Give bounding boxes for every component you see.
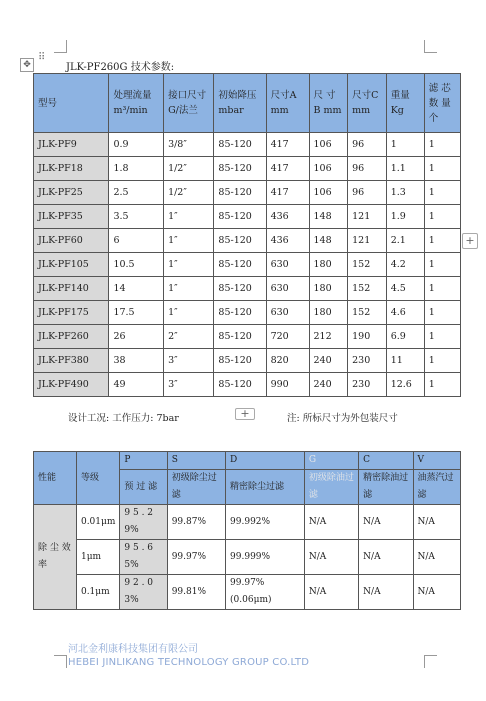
spec-cell: 4.6 — [386, 301, 424, 325]
grade-name-cell: 精密除油过滤 — [359, 470, 413, 505]
spec-cell: 3/8″ — [164, 133, 214, 157]
spec-cell: 1 — [424, 277, 460, 301]
spec-cell: 4.2 — [386, 253, 424, 277]
spec-cell: 38 — [109, 349, 164, 373]
spec-cell: 436 — [266, 229, 309, 253]
spec-table-row — [34, 205, 461, 229]
spec-cell: JLK-PF60 — [34, 229, 109, 253]
grade-code-cell: D — [226, 452, 305, 470]
drag-dots-icon[interactable]: ⠿ — [38, 52, 47, 63]
spec-cell: 96 — [348, 181, 387, 205]
efficiency-row — [34, 540, 461, 575]
spec-cell: 417 — [266, 157, 309, 181]
spec-cell: 630 — [266, 277, 309, 301]
spec-cell: 3.5 — [109, 205, 164, 229]
spec-cell: 11 — [386, 349, 424, 373]
spec-cell: 85-120 — [214, 301, 266, 325]
spec-cell: 1.8 — [109, 157, 164, 181]
spec-header-cell: 初始降压 mbar — [214, 74, 266, 133]
add-column-icon[interactable]: + — [462, 233, 478, 249]
efficiency-cell: N/A — [304, 505, 358, 540]
spec-cell: 1 — [424, 205, 460, 229]
spec-cell: 240 — [309, 373, 348, 397]
spec-cell: 1 — [424, 373, 460, 397]
particle-size-cell: 0.01μm — [76, 505, 119, 540]
footer-company-en: HEBEI JINLIKANG TECHNOLOGY GROUP CO.LTD — [68, 657, 310, 668]
footer-company-cn: 河北金利康科技集团有限公司 — [68, 644, 198, 655]
spec-cell: 1.1 — [386, 157, 424, 181]
efficiency-cell: 99.97% (0.06μm) — [226, 575, 305, 610]
efficiency-cell: N/A — [413, 575, 461, 610]
spec-table-row — [34, 253, 461, 277]
crop-mark-bottom-right — [424, 655, 437, 668]
efficiency-cell: 99.87% — [167, 505, 225, 540]
spec-table-row — [34, 181, 461, 205]
spec-cell: 1/2″ — [164, 181, 214, 205]
spec-cell: 417 — [266, 181, 309, 205]
efficiency-cell: N/A — [304, 540, 358, 575]
spec-cell: 230 — [348, 349, 387, 373]
spec-cell: 3″ — [164, 373, 214, 397]
spec-cell: 1 — [424, 253, 460, 277]
spec-cell: 10.5 — [109, 253, 164, 277]
spec-cell: 2″ — [164, 325, 214, 349]
spec-cell: 180 — [309, 277, 348, 301]
efficiency-cell: N/A — [359, 540, 413, 575]
spec-table-row — [34, 325, 461, 349]
grade-code-cell: S — [167, 452, 225, 470]
spec-cell: 152 — [348, 253, 387, 277]
spec-cell: 1 — [424, 133, 460, 157]
spec-cell: 148 — [309, 229, 348, 253]
spec-cell: 212 — [309, 325, 348, 349]
spec-cell: 106 — [309, 133, 348, 157]
spec-header-cell: 尺寸A mm — [266, 74, 309, 133]
spec-header-cell: 型号 — [34, 74, 109, 133]
spec-cell: JLK-PF35 — [34, 205, 109, 229]
spec-header-cell: 接口尺寸 G/法兰 — [164, 74, 214, 133]
spec-table-row — [34, 373, 461, 397]
efficiency-cell: 99.992% — [226, 505, 305, 540]
spec-cell: 417 — [266, 133, 309, 157]
spec-cell: 2.1 — [386, 229, 424, 253]
grade-table — [33, 451, 461, 610]
particle-size-cell: 0.1μm — [76, 575, 119, 610]
spec-cell: 1 — [424, 301, 460, 325]
spec-cell: 85-120 — [214, 229, 266, 253]
spec-cell: JLK-PF260 — [34, 325, 109, 349]
spec-cell: 85-120 — [214, 157, 266, 181]
table-move-handle-icon[interactable]: ✥ — [20, 58, 34, 72]
spec-cell: JLK-PF490 — [34, 373, 109, 397]
spec-cell: JLK-PF140 — [34, 277, 109, 301]
efficiency-cell: N/A — [304, 575, 358, 610]
spec-cell: JLK-PF18 — [34, 157, 109, 181]
efficiency-cell: N/A — [413, 540, 461, 575]
spec-cell: 1″ — [164, 253, 214, 277]
particle-size-cell: 1μm — [76, 540, 119, 575]
crop-mark-top-left — [54, 40, 67, 53]
spec-cell: 1″ — [164, 277, 214, 301]
grade-table-code-row — [34, 452, 461, 470]
efficiency-row — [34, 575, 461, 610]
spec-cell: 85-120 — [214, 253, 266, 277]
spec-cell: 1″ — [164, 229, 214, 253]
spec-cell: JLK-PF9 — [34, 133, 109, 157]
spec-cell: 106 — [309, 157, 348, 181]
size-note: 注: 所标尺寸为外包装尺寸 — [287, 413, 398, 424]
spec-cell: 96 — [348, 133, 387, 157]
spec-cell: 26 — [109, 325, 164, 349]
spec-cell: 630 — [266, 301, 309, 325]
spec-cell: 106 — [309, 181, 348, 205]
spec-cell: 1/2″ — [164, 157, 214, 181]
spec-table-row — [34, 301, 461, 325]
efficiency-cell: 99.97% — [167, 540, 225, 575]
spec-cell: 820 — [266, 349, 309, 373]
performance-label: 性能 — [34, 452, 77, 505]
spec-cell: 230 — [348, 373, 387, 397]
spec-cell: 0.9 — [109, 133, 164, 157]
spec-cell: 12.6 — [386, 373, 424, 397]
efficiency-cell: 99.999% — [226, 540, 305, 575]
spec-cell: JLK-PF175 — [34, 301, 109, 325]
spec-cell: 152 — [348, 301, 387, 325]
spec-cell: 1 — [424, 181, 460, 205]
crop-mark-bottom-left — [54, 655, 67, 668]
efficiency-cell: 9 2 . 0 3% — [120, 575, 167, 610]
spec-cell: 85-120 — [214, 181, 266, 205]
spec-header-cell: 处理流量 m³/min — [109, 74, 164, 133]
grade-code-cell: V — [413, 452, 461, 470]
grade-name-cell: 精密除尘过滤 — [226, 470, 305, 505]
spec-cell: 190 — [348, 325, 387, 349]
spec-cell: 85-120 — [214, 277, 266, 301]
spec-cell: 85-120 — [214, 373, 266, 397]
spec-cell: 85-120 — [214, 133, 266, 157]
spec-cell: JLK-PF25 — [34, 181, 109, 205]
spec-cell: 6.9 — [386, 325, 424, 349]
efficiency-cell: N/A — [413, 505, 461, 540]
spec-cell: 1 — [424, 157, 460, 181]
spec-cell: 1 — [424, 229, 460, 253]
spec-cell: 1 — [424, 325, 460, 349]
grade-name-cell: 初级除尘过滤 — [167, 470, 225, 505]
dust-efficiency-label: 除 尘 效率 — [34, 505, 77, 610]
efficiency-cell: 9 5 . 6 5% — [120, 540, 167, 575]
add-row-icon[interactable]: + — [235, 408, 255, 420]
page-heading: JLK-PF260G 技术参数: — [66, 62, 175, 73]
spec-cell: 2.5 — [109, 181, 164, 205]
spec-header-cell: 尺寸C mm — [348, 74, 387, 133]
spec-cell: 720 — [266, 325, 309, 349]
efficiency-cell: 9 5 . 2 9% — [120, 505, 167, 540]
spec-cell: 85-120 — [214, 349, 266, 373]
spec-cell: 17.5 — [109, 301, 164, 325]
spec-cell: 49 — [109, 373, 164, 397]
spec-header-cell: 尺 寸 B mm — [309, 74, 348, 133]
spec-cell: 152 — [348, 277, 387, 301]
spec-cell: 990 — [266, 373, 309, 397]
grade-code-cell: G — [304, 452, 358, 470]
grade-name-cell: 预 过 滤 — [120, 470, 167, 505]
grade-name-cell: 初级除油过滤 — [304, 470, 358, 505]
spec-table-header-row — [34, 74, 461, 133]
grade-name-cell: 油蒸汽过滤 — [413, 470, 461, 505]
spec-cell: 630 — [266, 253, 309, 277]
efficiency-row — [34, 505, 461, 540]
spec-cell: 121 — [348, 229, 387, 253]
spec-cell: 14 — [109, 277, 164, 301]
spec-header-cell: 重量 Kg — [386, 74, 424, 133]
spec-cell: 1.9 — [386, 205, 424, 229]
spec-table-row — [34, 133, 461, 157]
spec-header-cell: 滤 芯 数 量 个 — [424, 74, 460, 133]
spec-cell: JLK-PF105 — [34, 253, 109, 277]
design-conditions: 设计工况: 工作压力: 7bar — [68, 413, 179, 424]
spec-table-row — [34, 229, 461, 253]
spec-cell: 1 — [386, 133, 424, 157]
spec-cell: 1″ — [164, 205, 214, 229]
spec-table — [33, 73, 461, 397]
spec-cell: 180 — [309, 301, 348, 325]
efficiency-cell: N/A — [359, 575, 413, 610]
spec-cell: 85-120 — [214, 205, 266, 229]
grade-code-cell: P — [120, 452, 167, 470]
spec-cell: JLK-PF380 — [34, 349, 109, 373]
spec-cell: 148 — [309, 205, 348, 229]
spec-cell: 121 — [348, 205, 387, 229]
spec-cell: 1 — [424, 349, 460, 373]
efficiency-cell: 99.81% — [167, 575, 225, 610]
spec-cell: 96 — [348, 157, 387, 181]
grade-code-cell: C — [359, 452, 413, 470]
spec-cell: 240 — [309, 349, 348, 373]
spec-cell: 1″ — [164, 301, 214, 325]
spec-cell: 436 — [266, 205, 309, 229]
spec-cell: 180 — [309, 253, 348, 277]
crop-mark-top-right — [424, 40, 437, 53]
spec-table-row — [34, 349, 461, 373]
spec-table-row — [34, 277, 461, 301]
spec-cell: 1.3 — [386, 181, 424, 205]
spec-table-row — [34, 157, 461, 181]
efficiency-cell: N/A — [359, 505, 413, 540]
spec-cell: 4.5 — [386, 277, 424, 301]
grade-label: 等级 — [76, 452, 119, 505]
spec-cell: 85-120 — [214, 325, 266, 349]
spec-cell: 3″ — [164, 349, 214, 373]
spec-cell: 6 — [109, 229, 164, 253]
